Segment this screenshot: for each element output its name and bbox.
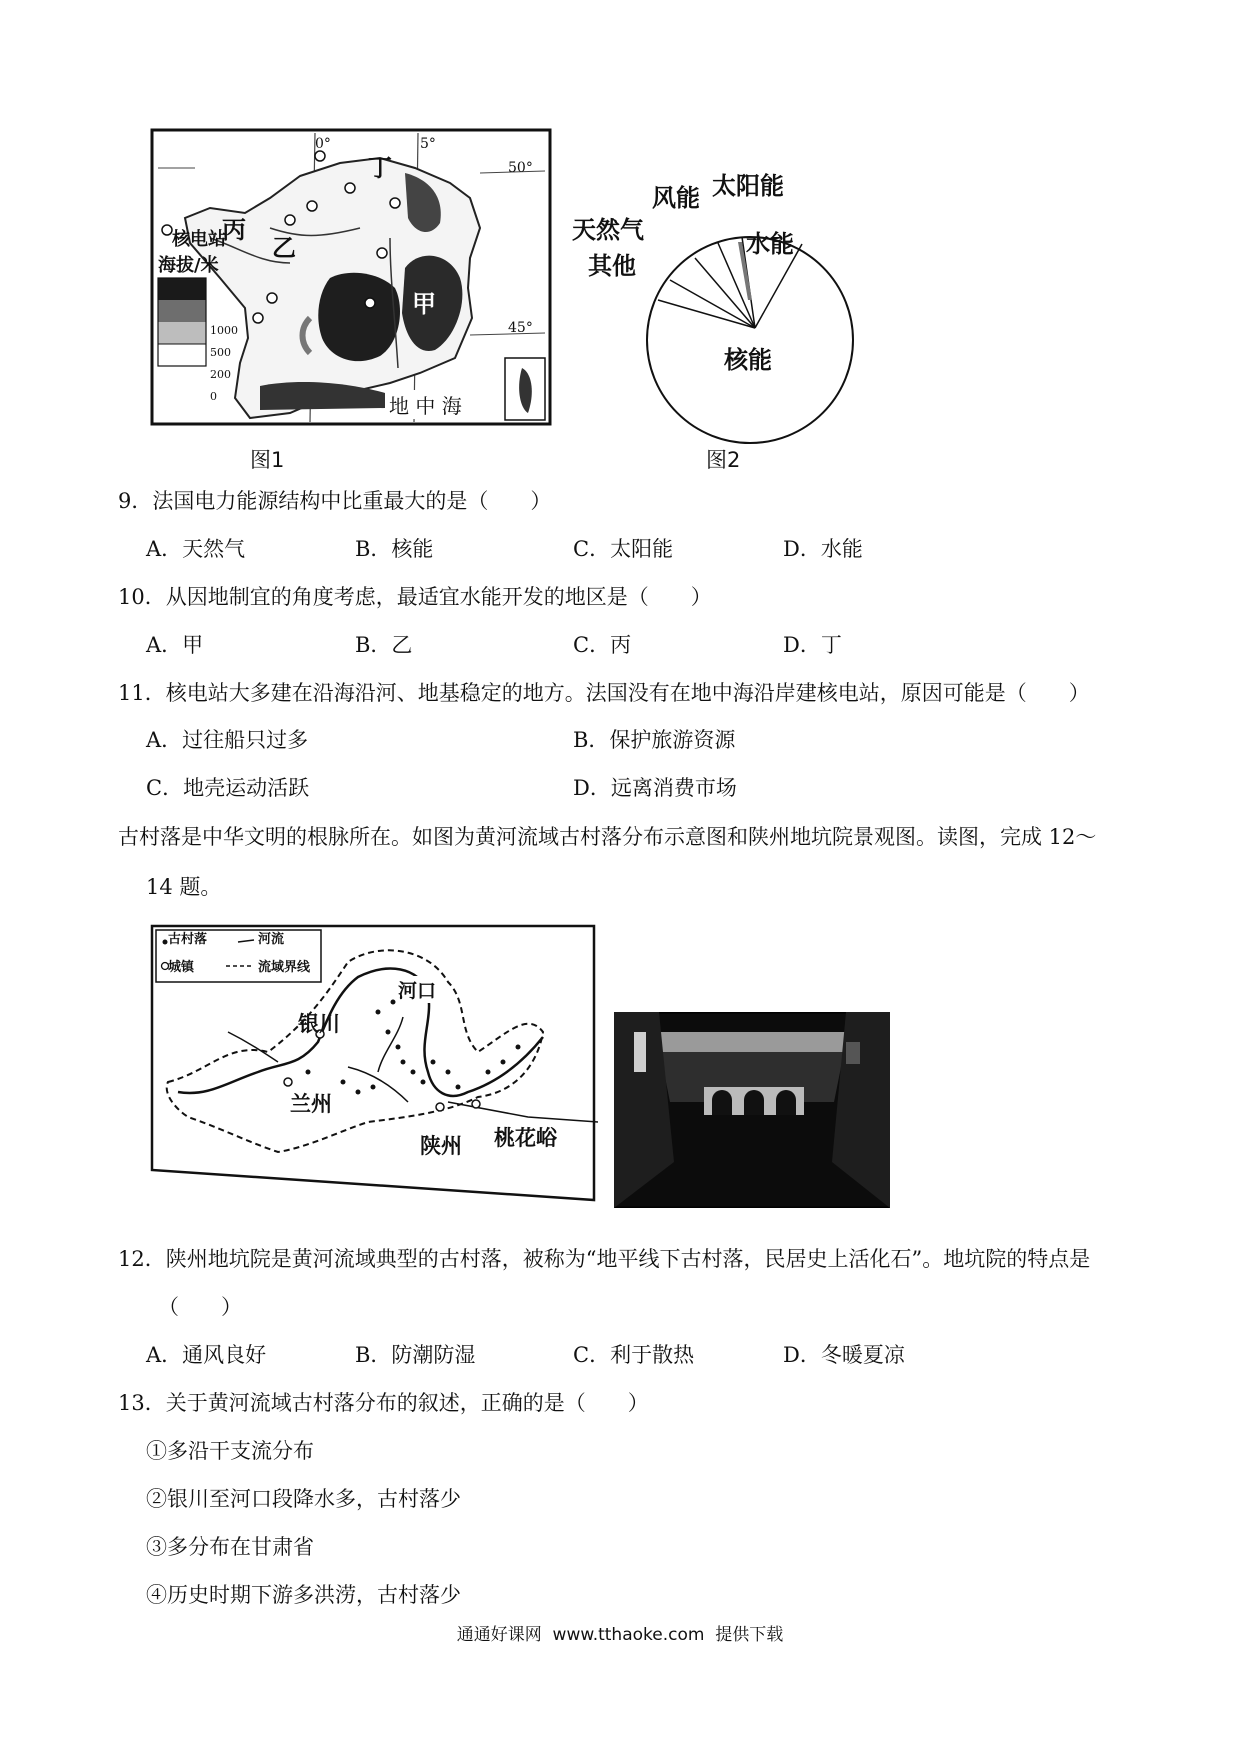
question-12-stem: 12．陕州地坑院是黄河流域典型的古村落，被称为“地平线下古村落，民居史上活化石”。地坑院的特点是 [118,1247,1091,1271]
place-shanzhou: 陕州 [420,1133,462,1158]
sea-label: 地 中 海 [385,390,466,419]
question-10-stem: 10．从因地制宜的角度考虑，最适宜水能开发的地区是（ ） [118,585,712,609]
pie-label-wind: 风能 [652,183,700,212]
map2-legend-river: 河流 [258,932,285,947]
map2-legend-village: 古村落 [168,932,208,947]
q12-option-d[interactable]: D．冬暖夏凉 [783,1343,905,1367]
question-13-stem: 13．关于黄河流域古村落分布的叙述，正确的是（ ） [118,1391,649,1415]
q9-option-b[interactable]: B．核能 [355,537,434,561]
lat-label-50: 50° [508,160,533,176]
question-12-stem-cont: （ ） [158,1295,242,1319]
intro-line-2: 14 题。 [146,875,222,899]
site-label-bing: 丙 [222,215,246,244]
map2-legend-town: 城镇 [168,960,195,975]
q10-option-d[interactable]: D．丁 [783,633,842,657]
site-label-yi: 乙 [272,233,296,262]
q12-option-b[interactable]: B．防潮防湿 [355,1343,476,1367]
lon-label-5: 5° [420,136,436,152]
legend-level-500: 500 [210,346,231,359]
q9-option-d[interactable]: D．水能 [783,537,863,561]
q13-item-3: ③多分布在甘肃省 [146,1535,314,1559]
legend-swatch-1000 [158,278,206,300]
q10-option-c[interactable]: C．丙 [573,633,632,657]
lon-label-0: 0° [315,136,331,152]
site-label-jia: 甲 [412,289,436,318]
map2-legend-boundary: 流域界线 [258,960,311,975]
question-11-stem: 11．核电站大多建在沿海沿河、地基稳定的地方。法国没有在地中海沿岸建核电站，原因可能是（ ） [118,681,1090,705]
pie-label-hydro: 水能 [746,229,794,258]
place-lanzhou: 兰州 [290,1091,332,1116]
q13-item-1: ①多沿干支流分布 [146,1439,314,1463]
legend-swatch-0 [158,344,206,366]
france-map-figure [150,128,552,428]
question-9-stem: 9．法国电力能源结构中比重最大的是（ ） [118,489,552,513]
pie-label-solar: 太阳能 [712,171,784,200]
site-label-ding: 丁 [368,153,392,182]
q11-option-b[interactable]: B．保护旅游资源 [573,728,736,752]
legend-level-200: 200 [210,368,231,381]
dikengyuan-photo [614,1012,890,1208]
lat-label-45: 45° [508,320,533,336]
q11-option-c[interactable]: C．地壳运动活跃 [146,776,310,800]
legend-swatch-200 [158,322,206,344]
q10-option-b[interactable]: B．乙 [355,633,413,657]
q12-option-a[interactable]: A．通风良好 [146,1343,267,1367]
legend-nuclear-label: 核电站 [172,229,226,250]
yellow-river-map [148,922,598,1204]
legend-elevation-title: 海拔/米 [158,255,219,276]
legend-swatch-500 [158,300,206,322]
fig2-caption: 图2 [706,448,741,472]
legend-level-0: 0 [210,390,217,403]
place-hekou: 河口 [398,976,436,1003]
pie-label-other: 其他 [588,251,636,280]
place-yinchuan: 银川 [298,1011,340,1036]
intro-line-1: 古村落是中华文明的根脉所在。如图为黄河流域古村落分布示意图和陕州地坑院景观图。读图，完成 12～ [118,825,1097,849]
q11-option-d[interactable]: D．远离消费市场 [573,776,737,800]
pie-label-gas: 天然气 [572,215,644,244]
legend-level-1000: 1000 [210,324,238,337]
q9-option-c[interactable]: C．太阳能 [573,537,674,561]
q13-item-2: ②银川至河口段降水多，古村落少 [146,1487,461,1511]
place-taohuayu: 桃花峪 [494,1125,557,1150]
q12-option-c[interactable]: C．利于散热 [573,1343,695,1367]
q9-option-a[interactable]: A．天然气 [146,537,246,561]
q13-item-4: ④历史时期下游多洪涝，古村落少 [146,1583,461,1607]
page-footer: 通通好课网 www.tthaoke.com 提供下载 [456,1625,784,1645]
q10-option-a[interactable]: A．甲 [146,633,204,657]
fig1-caption: 图1 [250,448,285,472]
pie-label-nuclear: 核能 [724,345,772,374]
q11-option-a[interactable]: A．过往船只过多 [146,728,309,752]
